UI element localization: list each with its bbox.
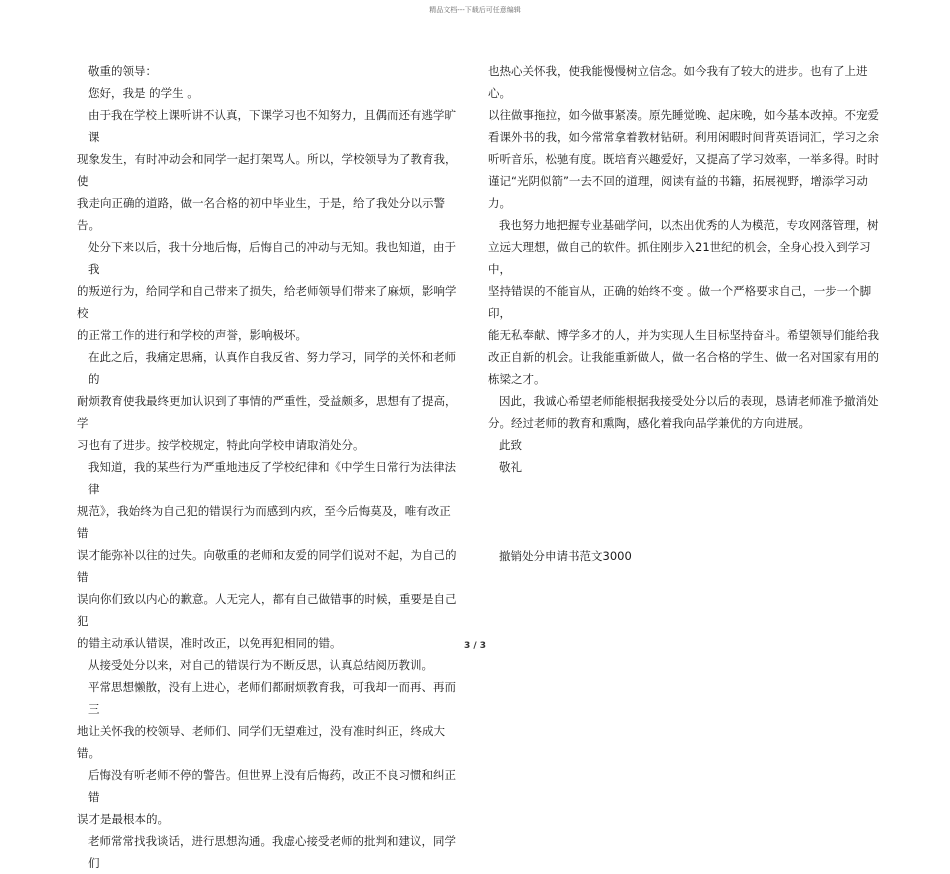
- regards: 敬礼: [499, 460, 522, 474]
- spacer: [488, 478, 883, 545]
- text-line: 谨记“光阴似箭”一去不回的道理，阅读有益的书籍，拓展视野，增添学习动: [488, 174, 868, 188]
- text-line: 我走向正确的道路，做一名合格的初中毕业生，于是，给了我处分以示警告。: [77, 196, 445, 232]
- text-line: 误才能弥补以往的过失。向敬重的老师和友爱的同学们说对不起，为自己的错: [77, 548, 457, 584]
- text-line: 习也有了进步。按学校规定，特此向学校申请取消处分。: [77, 438, 365, 452]
- text-line: 耐烦教育使我最终更加认识到了事情的严重性，受益颇多，思想有了提高，学: [77, 394, 457, 430]
- text-line: 老师常常找我谈话，进行思想沟通。我虚心接受老师的批判和建议，同学们: [88, 834, 456, 870]
- text-line: 误才是最根本的。: [77, 812, 169, 826]
- right-column: [488, 60, 883, 567]
- text-line: 因此，我诚心希望老师能根据我接受处分以后的表现，恳请老师准予撤消处: [499, 394, 879, 408]
- text-line: 我知道，我的某些行为严重地违反了学校纪律和《中学生日常行为法律法律: [88, 460, 456, 496]
- left-column: [77, 60, 462, 874]
- text-line: 规范》，我始终为自己犯的错误行为而感到内疚，至今后悔莫及，唯有改正错: [77, 504, 451, 540]
- text-line: 处分下来以后，我十分地后悔，后悔自己的冲动与无知。我也知道，由于我: [88, 240, 456, 276]
- page-header: 精品文档---下载后可任意编辑: [429, 6, 521, 14]
- next-title: 撤销处分申请书范文3000: [499, 549, 632, 563]
- text-line: 在此之后，我痛定思痛，认真作自我反省、努力学习，同学的关怀和老师的: [88, 350, 456, 386]
- text-line: 立远大理想，做自己的软件。抓住刚步入21世纪的机会，全身心投入到学习中，: [488, 240, 871, 276]
- text-line: 我也努力地把握专业基础学问，以杰出优秀的人为模范，专攻网落管理，树: [499, 218, 879, 232]
- salutation: 敬重的领导：: [88, 64, 157, 78]
- text-line: 分。经过老师的教育和熏陶，感化着我向品学兼优的方向进展。: [488, 416, 810, 430]
- text-line: 能无私奉献、博学多才的人，并为实现人生目标坚持奋斗。希望领导们能给我: [488, 328, 879, 342]
- text-line: 的叛逆行为，给同学和自己带来了损失，给老师领导们带来了麻烦，影响学校: [77, 284, 457, 320]
- text-line: 以往做事拖拉，如今做事紧凑。原先睡觉晚、起床晚，如今基本改掉。不宠爱: [488, 108, 879, 122]
- text-line: 看课外书的我，如今常常拿着教材钻研。利用闲暇时间背英语词汇，学习之余: [488, 130, 879, 144]
- text-line: 的正常工作的进行和学校的声誉，影响极坏。: [77, 328, 307, 342]
- text-line: 的错主动承认错误，准时改正，以免再犯相同的错。: [77, 636, 342, 650]
- text-line: 由于我在学校上课听讲不认真，下课学习也不知努力，且偶而还有逃学旷课: [88, 108, 456, 144]
- text-line: 误向你们致以内心的歉意。人无完人，都有自己做错事的时候，重要是自己犯: [77, 592, 457, 628]
- text-line: 地让关怀我的校领导、老师们、同学们无望难过，没有准时纠正，终成大错。: [77, 724, 445, 760]
- text-line: 力。: [488, 196, 511, 210]
- text-line: 现象发生，有时冲动会和同学一起打架骂人。所以，学校领导为了教育我，使: [77, 152, 457, 188]
- greeting: 您好，我是 的学生 。: [88, 86, 199, 100]
- text-line: 也热心关怀我，使我能慢慢树立信念。如今我有了较大的进步。也有了上进心。: [488, 64, 868, 100]
- text-line: 听听音乐，松驰有度。既培育兴趣爱好，又提高了学习效率，一举多得。时时: [488, 152, 879, 166]
- text-line: 后悔没有听老师不停的警告。但世界上没有后悔药，改正不良习惯和纠正错: [88, 768, 456, 804]
- text-line: 改正自新的机会。让我能重新做人，做一名合格的学生、做一名对国家有用的: [488, 350, 879, 364]
- text-line: 从接受处分以来，对自己的错误行为不断反思，认真总结阅历教训。: [88, 658, 433, 672]
- text-line: 坚持错误的不能盲从，正确的始终不变 。做一个严格要求自己，一步一个脚印，: [488, 284, 872, 320]
- page-number: 3 / 3: [463, 641, 487, 651]
- text-line: 平常思想懒散，没有上进心，老师们都耐烦教育我，可我却一而再、再而三: [88, 680, 456, 716]
- closing: 此致: [499, 438, 522, 452]
- text-line: 栋梁之才。: [488, 372, 546, 386]
